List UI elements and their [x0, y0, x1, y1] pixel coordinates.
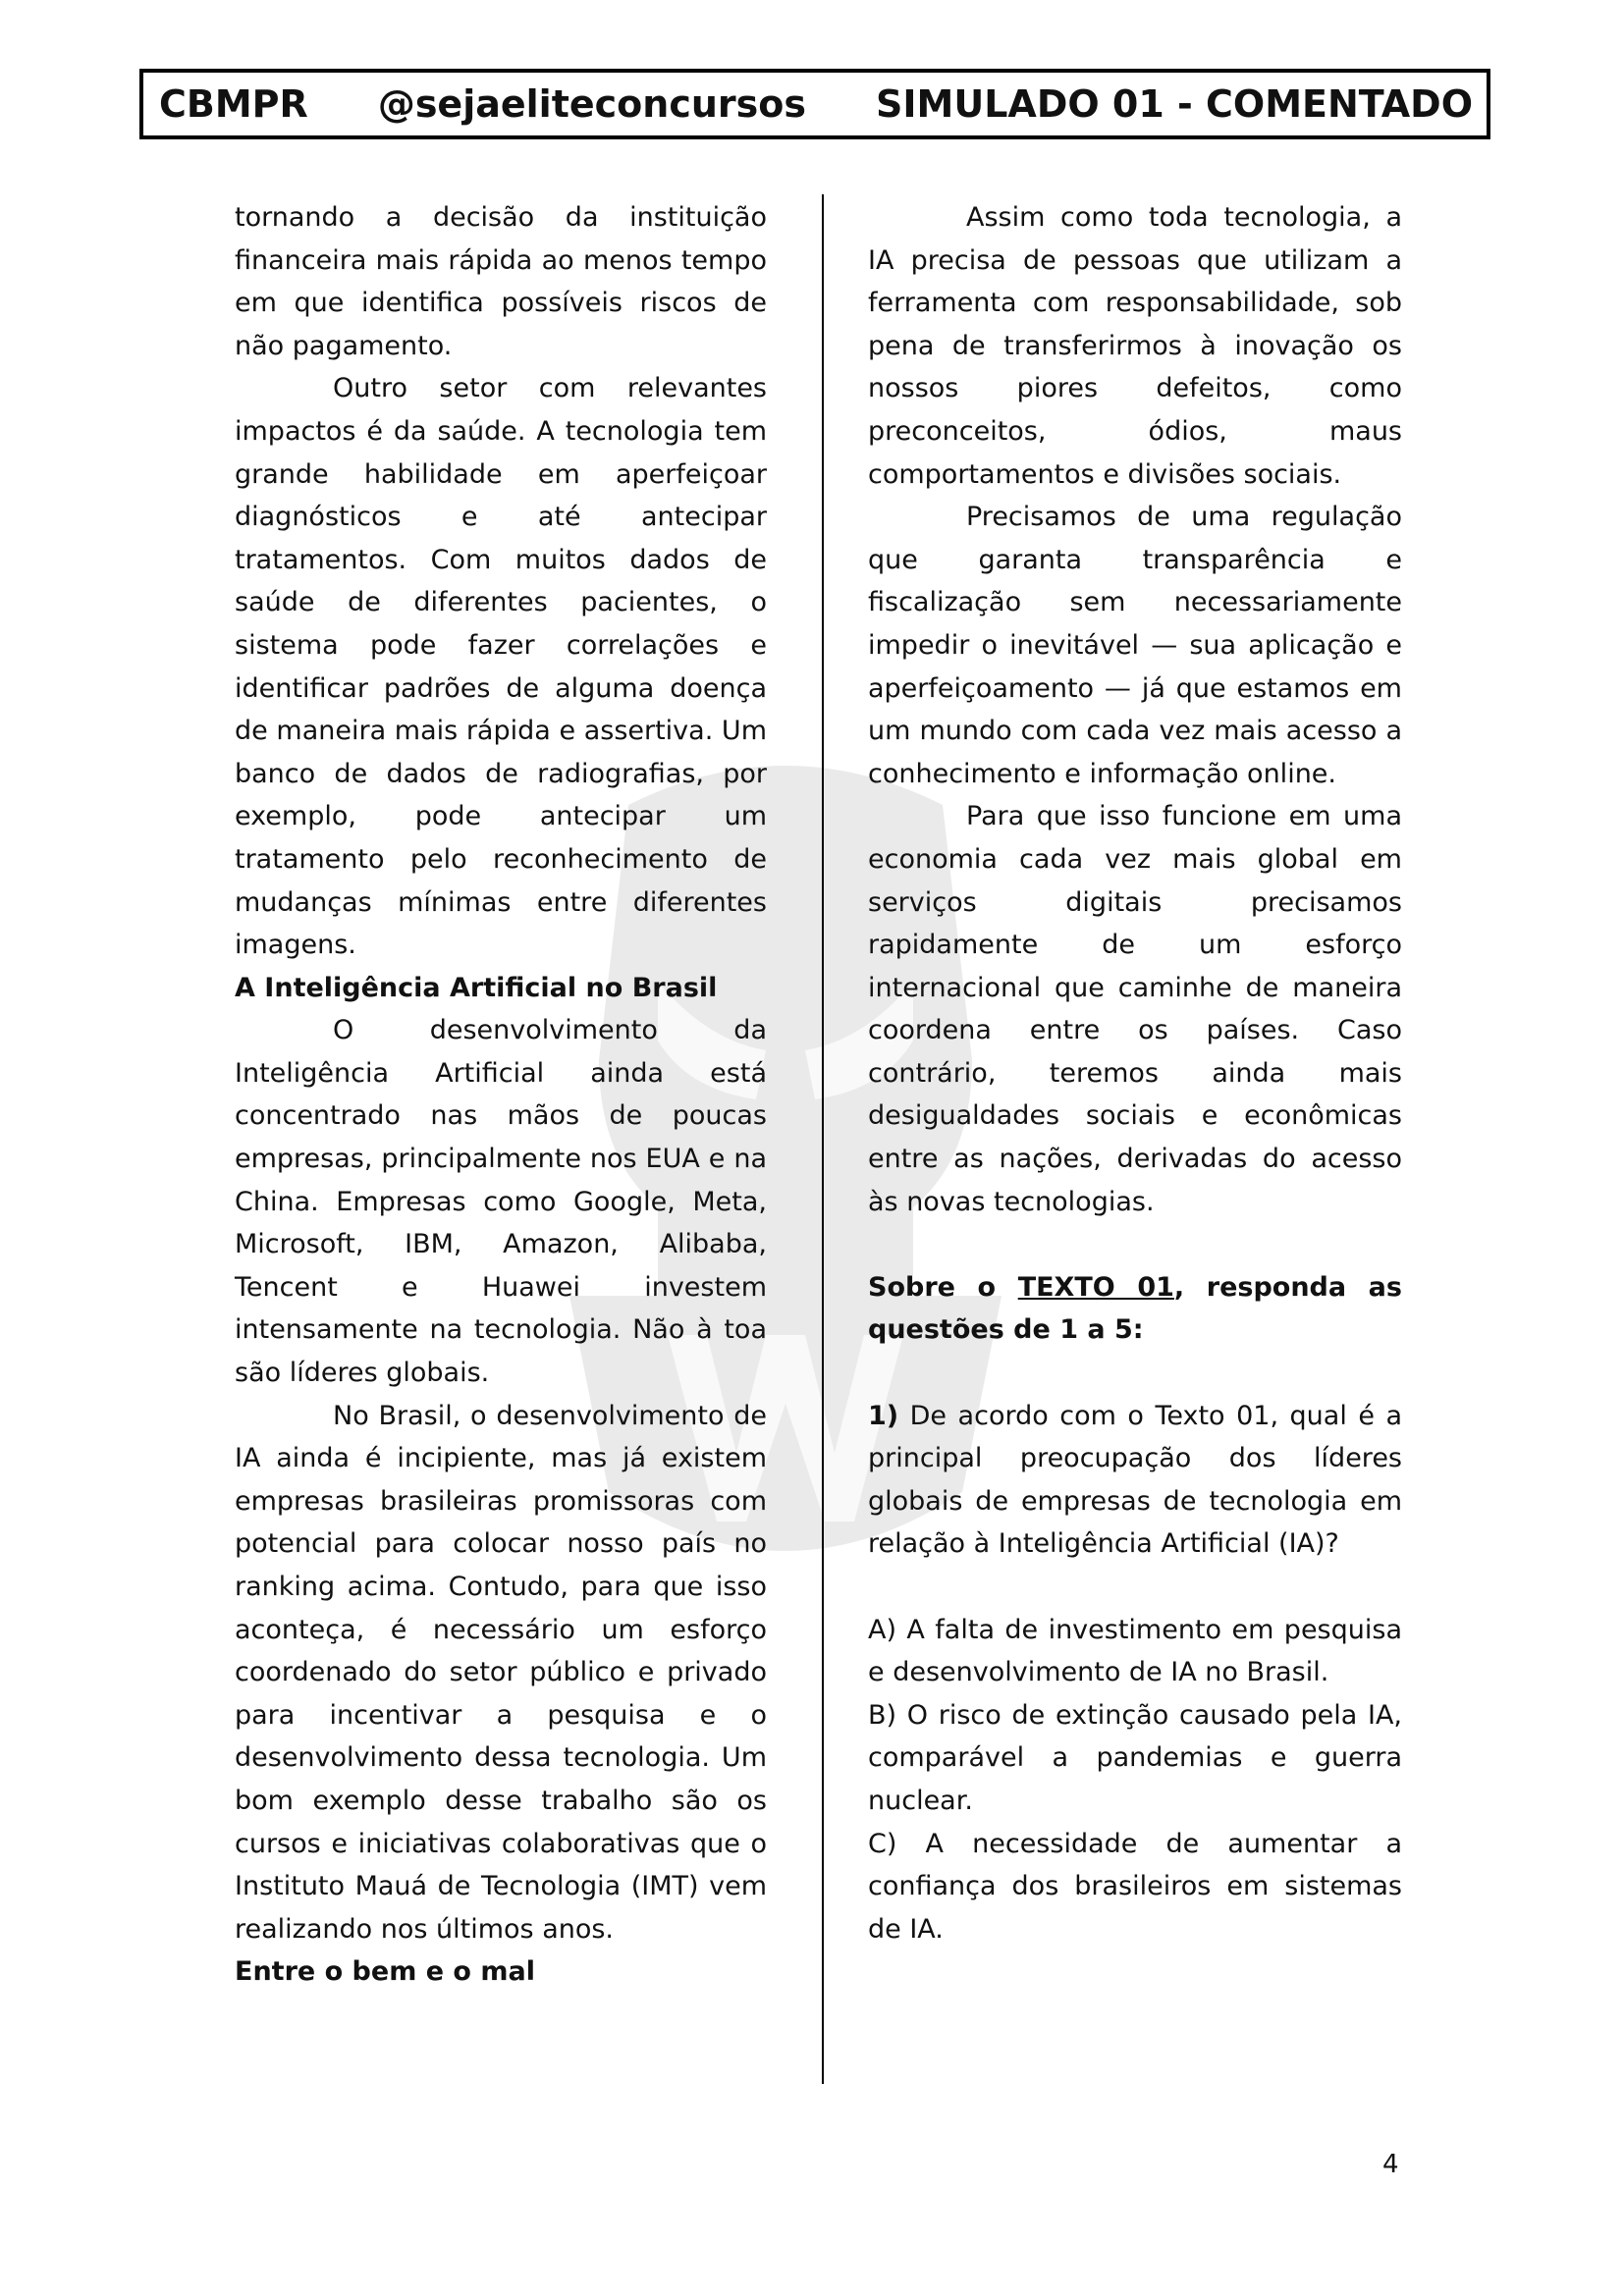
section-heading: A Inteligência Artificial no Brasil — [235, 972, 718, 1003]
header-left-label: CBMPR — [159, 82, 308, 126]
paragraph: tornando a decisão da instituição financeira mais rápida ao menos tempo em que identifica possíveis riscos de não pagamento. — [235, 202, 767, 361]
option-c: C) A necessidade de aumentar a confiança dos brasileiros em sistemas de IA. — [868, 1828, 1402, 1945]
right-column — [868, 196, 1402, 1950]
question-1 — [868, 1395, 1402, 1566]
question-number: 1) — [868, 1400, 899, 1431]
question-text: De acordo com o Texto 01, qual é a principal preocupação dos líderes globais de empresas de tecnologia em relação à Inteligência Artificial (IA)? — [868, 1400, 1402, 1560]
paragraph: Para que isso funcione em uma economia cada vez mais global em serviços digitais precisamos rapidamente de um esforço internacional que caminhe de maneira coordena entre os países. Caso contrário, teremos ainda mais desigualdades sociais e econômicas entre as nações, derivadas do acesso às novas tecnologias. — [868, 801, 1402, 1217]
paragraph: O desenvolvimento da Inteligência Artificial ainda está concentrado nas mãos de poucas empresas, principalmente nos EUA e na China. Empresas como Google, Meta, Microsoft, IBM, Amazon, Alibaba, Tencent e Huawei investem intensamente na tecnologia. Não à toa são líderes globais. — [235, 1015, 767, 1389]
header-right-label: SIMULADO 01 - COMENTADO — [876, 82, 1473, 126]
header-center-label: @sejaeliteconcursos — [377, 82, 806, 126]
paragraph: Outro setor com relevantes impactos é da saúde. A tecnologia tem grande habilidade em aperfeiçoar diagnósticos e até antecipar tratamentos. Com muitos dados de saúde de diferentes pacientes, o sistema pode fazer correlações e identificar padrões de alguma doença de maneira mais rápida e assertiva. Um banco de dados de radiografias, por exemplo, pode antecipar um tratamento pelo reconhecimento de mudanças mínimas entre diferentes imagens. — [235, 373, 767, 961]
paragraph: No Brasil, o desenvolvimento de IA ainda é incipiente, mas já existem empresas brasileiras promissoras com potencial para colocar nosso país no ranking acima. Contudo, para que isso aconteça, é necessário um esforço coordenado do setor público e privado para incentivar a pesquisa e o desenvolvimento dessa tecnologia. Um bom exemplo desse trabalho são os cursos e iniciativas colaborativas que o Instituto Mauá de Tecnologia (IMT) vem realizando nos últimos anos. — [235, 1400, 767, 1945]
paragraph: Precisamos de uma regulação que garanta transparência e fiscalização sem necessariamente impedir o inevitável — sua aplicação e aperfeiçoamento — já que estamos em um mundo com cada vez mais acesso a conhecimento e informação online. — [868, 502, 1402, 789]
page-number: 4 — [1382, 2150, 1399, 2179]
option-b: B) O risco de extinção causado pela IA, comparável a pandemias e guerra nuclear. — [868, 1699, 1402, 1816]
column-divider — [822, 194, 824, 2084]
page-header — [139, 69, 1490, 139]
paragraph: Assim como toda tecnologia, a IA precisa de pessoas que utilizam a ferramenta com responsabilidade, sob pena de transferirmos à inovação os nossos piores defeitos, como preconceitos, ódios, maus comportamentos e divisões sociais. — [868, 202, 1402, 490]
left-column — [235, 196, 767, 1994]
questions-instruction: Sobre o TEXTO 01, responda as questões de 1 a 5: — [868, 1271, 1402, 1346]
section-heading: Entre o bem e o mal — [235, 1956, 535, 1988]
option-a: A) A falta de investimento em pesquisa e desenvolvimento de IA no Brasil. — [868, 1614, 1402, 1688]
texto-01-link: TEXTO 01 — [1017, 1271, 1174, 1303]
